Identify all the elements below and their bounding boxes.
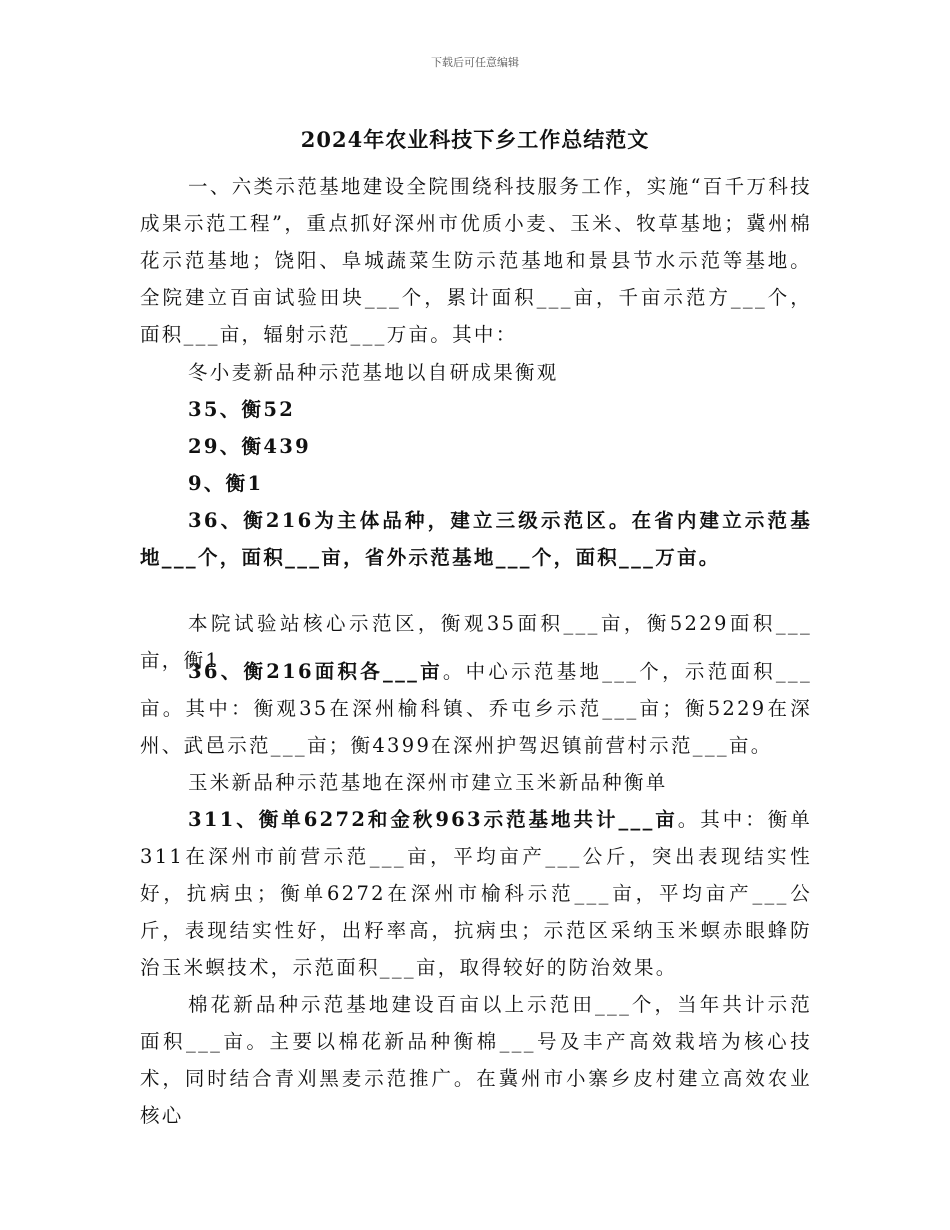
core-area-rest: 。中心示范基地___个，示范面积___亩。其中：衡观35在深州榆科镇、乔屯乡示范___亩；衡5229在深州、武邑示范___亩；衡4399在深州护驾迟镇前营村示范___亩。: [140, 660, 812, 757]
paragraph-demo-bases: 一、六类示范基地建设全院围绕科技服务工作，实施“百千万科技成果示范工程”，重点抓好深州市优质小麦、玉米、牧草基地；冀州棉花示范基地；饶阳、阜城蔬菜生防示范基地和景县节水示范等基地。全院建立百亩试验田块___个，累计面积___亩，千亩示范方___个，面积___亩，辐射示范___万亩。其中：: [140, 175, 812, 346]
paragraph-wheat-bases: 36、衡216为主体品种，建立三级示范区。在省内建立示范基地___个，面积___亩，省外示范基地___个，面积___万亩。: [140, 509, 812, 569]
core-area-bold-lead: 36、衡216面积各___亩: [188, 660, 443, 683]
paragraph-wheat-item-2: 29、衡439: [188, 435, 311, 458]
paragraph-core-area: 本院试验站核心示范区，衡观35面积___亩，衡5229面积___亩，衡1: [140, 612, 812, 672]
paragraph-cotton: 棉花新品种示范基地建设百亩以上示范田___个，当年共计示范面积___亩。主要以棉花新品种衡棉___号及丰产高效栽培为核心技术，同时结合青刈黑麦示范推广。在冀州市小寨乡皮村建立高效农业核心: [140, 993, 812, 1127]
paragraph-wheat-item-3: 9、衡1: [188, 472, 264, 495]
paragraph-corn-detail: [140, 801, 812, 986]
corn-rest: 。其中：衡单311在深州市前营示范___亩，平均亩产___公斤，突出表现结实性好，抗病虫；衡单6272在深州市榆科示范___亩，平均亩产___公斤，表现结实性好，出籽率高，抗病虫；示范区采纳玉米螟赤眼蜂防治玉米螟技术，示范面积___亩，取得较好的防治效果。: [140, 808, 812, 979]
paragraph-core-area-detail: [140, 653, 812, 764]
paragraph-wheat-item-1: 35、衡52: [188, 398, 296, 421]
paragraph-corn-intro: 玉米新品种示范基地在深州市建立玉米新品种衡单: [188, 771, 668, 794]
corn-bold-lead: 311、衡单6272和金秋963示范基地共计___亩: [188, 808, 678, 831]
document-title: 2024年农业科技下乡工作总结范文: [300, 127, 650, 152]
paragraph-wheat-intro: 冬小麦新品种示范基地以自研成果衡观: [188, 361, 559, 384]
page-header-note: 下载后可任意编辑: [431, 56, 519, 69]
